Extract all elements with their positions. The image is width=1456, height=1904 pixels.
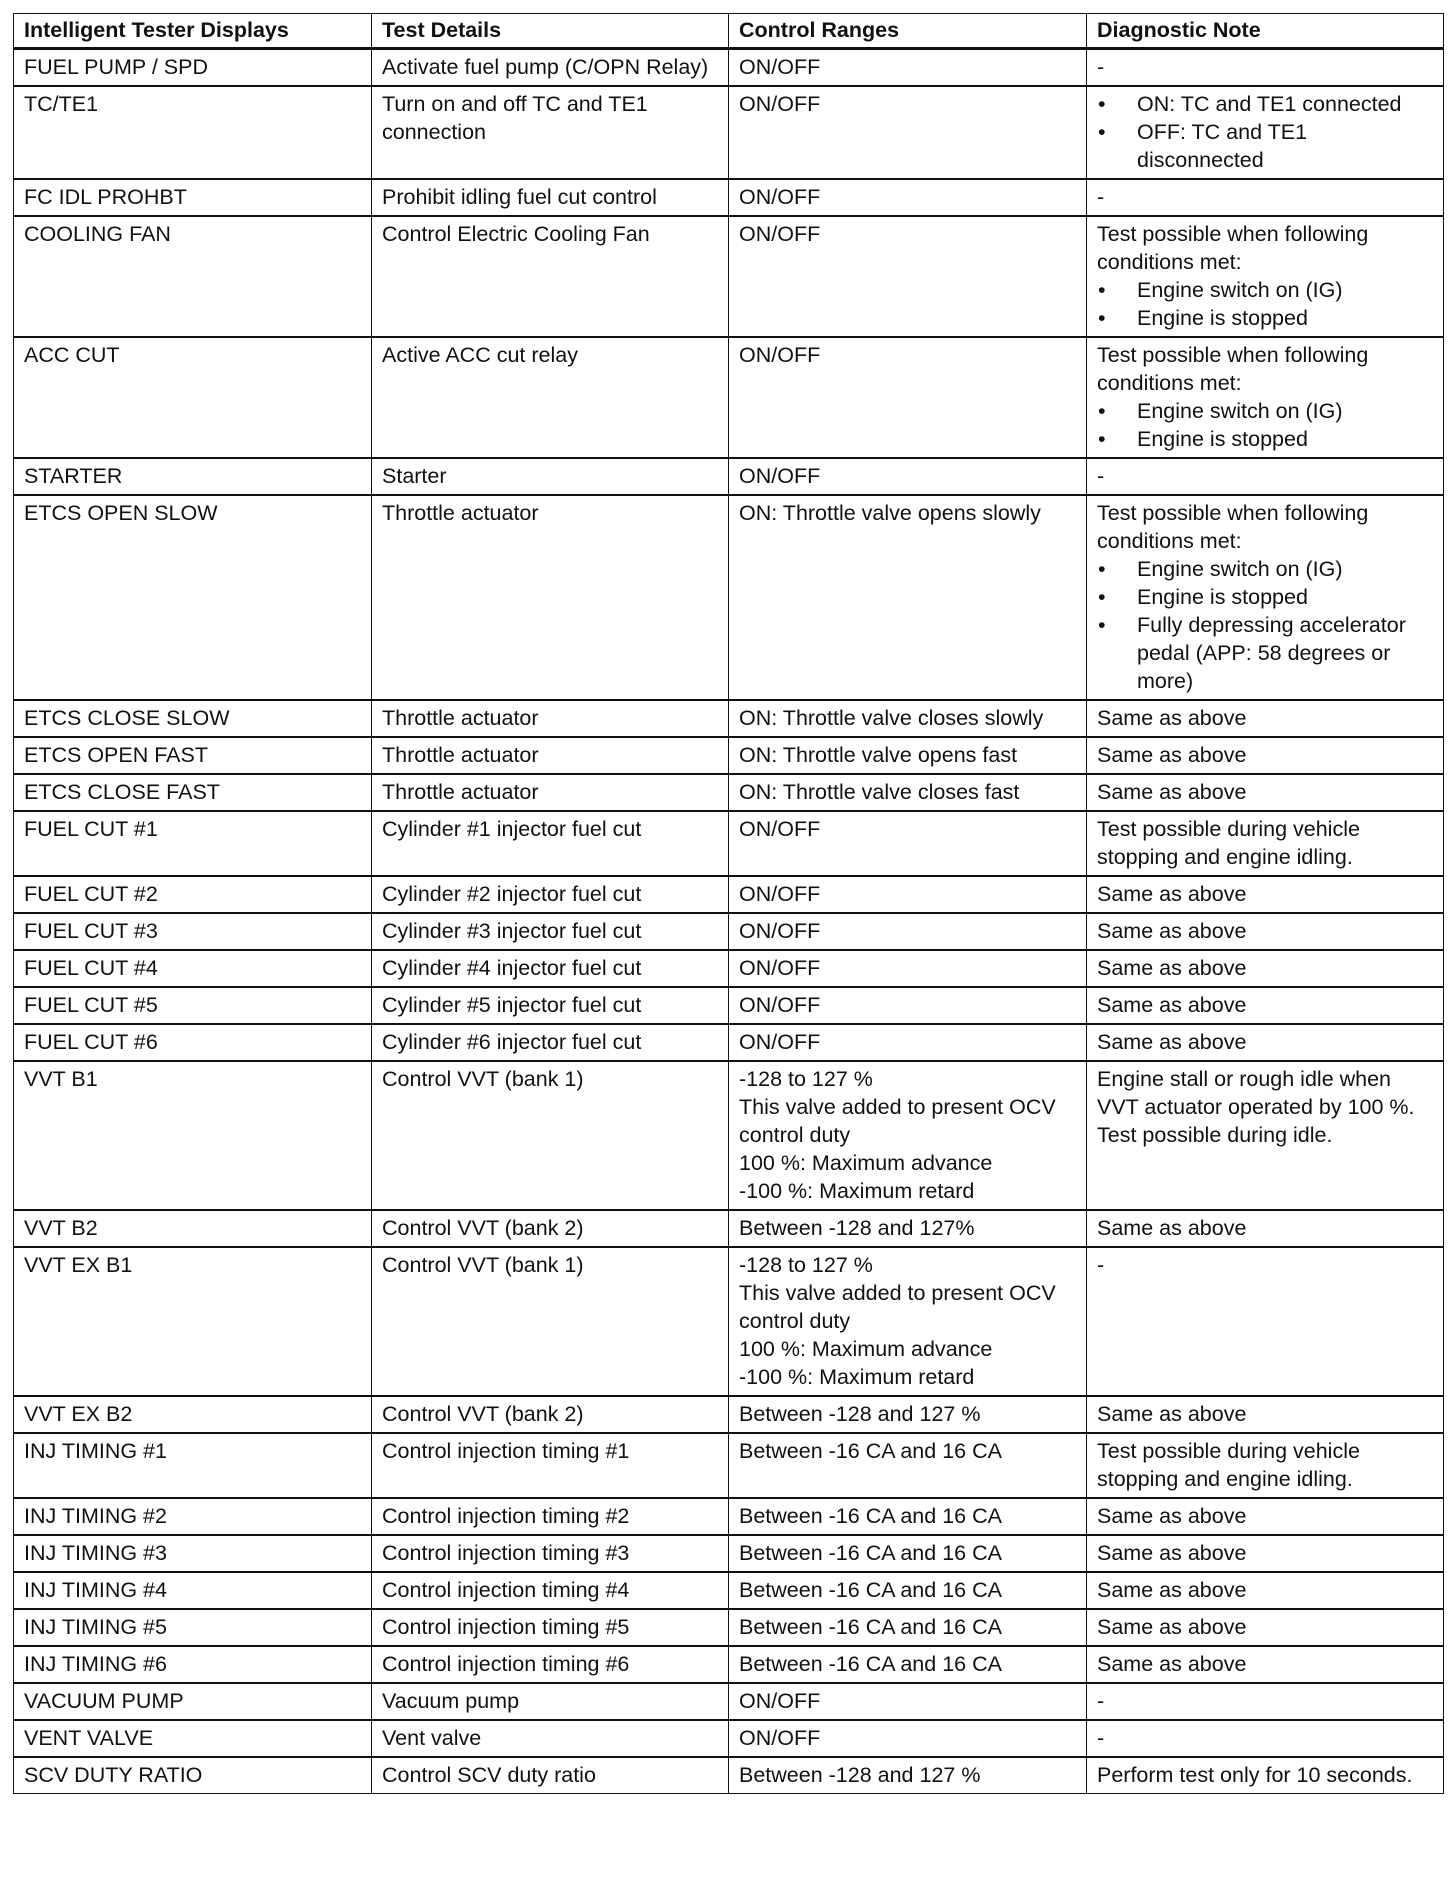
details-line: Control Electric Cooling Fan [382, 222, 650, 246]
table-row [14, 1572, 1444, 1609]
cell-diagnostic-note [1087, 737, 1444, 774]
cell-test-details [372, 1061, 729, 1210]
details-line: Control SCV duty ratio [382, 1763, 596, 1787]
cell-diagnostic-note [1087, 1024, 1444, 1061]
note-line: - [1097, 1253, 1105, 1277]
details-line: Vent valve [382, 1726, 482, 1750]
header-diagnostic-note: Diagnostic Note [1087, 14, 1444, 49]
note-bullet-item [1097, 276, 1433, 304]
table-row [14, 1247, 1444, 1396]
note-line: Same as above [1097, 993, 1247, 1017]
active-test-table [13, 13, 1444, 1794]
note-bullet-item [1097, 425, 1433, 453]
note-bullet-item [1097, 583, 1433, 611]
cell-diagnostic-note [1087, 49, 1444, 87]
cell-control-range [729, 1498, 1087, 1535]
cell-control-range [729, 1061, 1087, 1210]
note-line: Same as above [1097, 1615, 1247, 1639]
note-line: Test possible when following conditions met: [1097, 343, 1369, 395]
range-line: Between -128 and 127% [739, 1216, 975, 1240]
range-line: ON/OFF [739, 919, 821, 943]
details-line: Prohibit idling fuel cut control [382, 185, 657, 209]
note-line: Same as above [1097, 1578, 1247, 1602]
range-line: Between -16 CA and 16 CA [739, 1541, 1002, 1565]
note-bullet-item [1097, 90, 1433, 118]
note-line: Test possible during vehicle stopping and engine idling. [1097, 1439, 1360, 1491]
bullet-dot: • [1098, 306, 1106, 330]
note-bullet-text: Engine is stopped [1137, 306, 1308, 330]
note-bullet-list [1097, 397, 1433, 453]
cell-tester-display: ETCS OPEN FAST [14, 737, 372, 774]
details-line: Throttle actuator [382, 501, 539, 525]
range-line: Between -128 and 127 % [739, 1402, 981, 1426]
cell-test-details [372, 86, 729, 179]
range-line: 100 %: Maximum advance [739, 1337, 993, 1361]
header-test-details: Test Details [372, 14, 729, 49]
table-row [14, 774, 1444, 811]
details-line: Turn on and off TC and TE1 connection [382, 92, 648, 144]
bullet-dot: • [1098, 557, 1106, 581]
cell-control-range [729, 913, 1087, 950]
cell-tester-display: INJ TIMING #1 [14, 1433, 372, 1498]
details-line: Starter [382, 464, 447, 488]
cell-diagnostic-note [1087, 458, 1444, 495]
cell-test-details [372, 1572, 729, 1609]
cell-tester-display: FUEL CUT #6 [14, 1024, 372, 1061]
cell-diagnostic-note [1087, 1498, 1444, 1535]
note-line: Perform test only for 10 seconds. [1097, 1763, 1413, 1787]
note-bullet-text: Engine switch on (IG) [1137, 557, 1343, 581]
range-line: ON/OFF [739, 55, 821, 79]
cell-control-range [729, 1433, 1087, 1498]
cell-test-details [372, 1535, 729, 1572]
details-line: Cylinder #1 injector fuel cut [382, 817, 642, 841]
note-bullet-list [1097, 90, 1433, 174]
cell-diagnostic-note [1087, 1683, 1444, 1720]
cell-test-details [372, 913, 729, 950]
cell-diagnostic-note [1087, 876, 1444, 913]
note-line: Engine stall or rough idle when VVT actuator operated by 100 %. [1097, 1067, 1415, 1119]
note-line: - [1097, 1726, 1105, 1750]
cell-test-details [372, 1609, 729, 1646]
note-bullet-text: Engine switch on (IG) [1137, 399, 1343, 423]
table-row [14, 1646, 1444, 1683]
cell-tester-display: INJ TIMING #4 [14, 1572, 372, 1609]
cell-diagnostic-note [1087, 1210, 1444, 1247]
cell-tester-display: INJ TIMING #3 [14, 1535, 372, 1572]
note-line: Same as above [1097, 1402, 1247, 1426]
range-line: -128 to 127 % [739, 1067, 873, 1091]
note-bullet-list [1097, 276, 1433, 332]
note-line: Same as above [1097, 743, 1247, 767]
table-row [14, 876, 1444, 913]
cell-test-details [372, 49, 729, 87]
cell-tester-display: VVT B1 [14, 1061, 372, 1210]
note-bullet-text: Engine switch on (IG) [1137, 278, 1343, 302]
cell-diagnostic-note [1087, 1757, 1444, 1794]
cell-tester-display: SCV DUTY RATIO [14, 1757, 372, 1794]
details-line: Control VVT (bank 1) [382, 1253, 584, 1277]
cell-diagnostic-note [1087, 1247, 1444, 1396]
cell-control-range [729, 1609, 1087, 1646]
table-body [14, 49, 1444, 1794]
cell-test-details [372, 458, 729, 495]
details-line: Cylinder #3 injector fuel cut [382, 919, 642, 943]
cell-tester-display: FUEL PUMP / SPD [14, 49, 372, 87]
note-bullet-text: Fully depressing accelerator pedal (APP: 58 degrees or more) [1137, 613, 1406, 693]
note-bullet-item [1097, 118, 1433, 174]
cell-diagnostic-note [1087, 774, 1444, 811]
note-line: - [1097, 1689, 1105, 1713]
cell-test-details [372, 700, 729, 737]
cell-diagnostic-note [1087, 1572, 1444, 1609]
table-row [14, 337, 1444, 458]
details-line: Cylinder #4 injector fuel cut [382, 956, 642, 980]
cell-test-details [372, 495, 729, 700]
note-bullet-item [1097, 397, 1433, 425]
note-line: Same as above [1097, 780, 1247, 804]
details-line: Cylinder #6 injector fuel cut [382, 1030, 642, 1054]
details-line: Control VVT (bank 1) [382, 1067, 584, 1091]
note-bullet-list [1097, 555, 1433, 695]
note-line: Test possible when following conditions met: [1097, 501, 1369, 553]
cell-test-details [372, 1646, 729, 1683]
range-line: Between -16 CA and 16 CA [739, 1439, 1002, 1463]
cell-control-range [729, 1535, 1087, 1572]
table-row [14, 1535, 1444, 1572]
note-bullet-item [1097, 611, 1433, 695]
range-line: ON/OFF [739, 222, 821, 246]
details-line: Throttle actuator [382, 780, 539, 804]
cell-tester-display: FUEL CUT #5 [14, 987, 372, 1024]
cell-diagnostic-note [1087, 86, 1444, 179]
details-line: Control injection timing #5 [382, 1615, 630, 1639]
cell-control-range [729, 876, 1087, 913]
cell-diagnostic-note [1087, 913, 1444, 950]
bullet-dot: • [1098, 120, 1106, 144]
cell-tester-display: INJ TIMING #2 [14, 1498, 372, 1535]
range-line: -100 %: Maximum retard [739, 1365, 975, 1389]
table-row [14, 1683, 1444, 1720]
range-line: ON/OFF [739, 993, 821, 1017]
note-bullet-text: ON: TC and TE1 connected [1137, 92, 1402, 116]
cell-tester-display: VENT VALVE [14, 1720, 372, 1757]
cell-control-range [729, 811, 1087, 876]
range-line: Between -16 CA and 16 CA [739, 1652, 1002, 1676]
table-row [14, 737, 1444, 774]
cell-test-details [372, 737, 729, 774]
cell-tester-display: ACC CUT [14, 337, 372, 458]
cell-control-range [729, 1757, 1087, 1794]
cell-control-range [729, 700, 1087, 737]
bullet-dot: • [1098, 399, 1106, 423]
details-line: Throttle actuator [382, 743, 539, 767]
cell-test-details [372, 179, 729, 216]
cell-control-range [729, 49, 1087, 87]
note-bullet-text: Engine is stopped [1137, 585, 1308, 609]
cell-tester-display: INJ TIMING #6 [14, 1646, 372, 1683]
cell-control-range [729, 1396, 1087, 1433]
cell-control-range [729, 1024, 1087, 1061]
cell-test-details [372, 1433, 729, 1498]
table-row [14, 700, 1444, 737]
table-row [14, 1720, 1444, 1757]
cell-test-details [372, 337, 729, 458]
note-line: Same as above [1097, 956, 1247, 980]
details-line: Control injection timing #1 [382, 1439, 630, 1463]
note-line: Same as above [1097, 1504, 1247, 1528]
range-line: ON: Throttle valve closes slowly [739, 706, 1044, 730]
cell-tester-display: TC/TE1 [14, 86, 372, 179]
note-bullet-text: Engine is stopped [1137, 427, 1308, 451]
cell-control-range [729, 1572, 1087, 1609]
bullet-dot: • [1098, 278, 1106, 302]
range-line: ON/OFF [739, 1726, 821, 1750]
details-line: Control VVT (bank 2) [382, 1402, 584, 1426]
cell-diagnostic-note [1087, 179, 1444, 216]
cell-tester-display: VVT EX B1 [14, 1247, 372, 1396]
cell-test-details [372, 1210, 729, 1247]
cell-control-range [729, 216, 1087, 337]
cell-diagnostic-note [1087, 1609, 1444, 1646]
range-line: Between -16 CA and 16 CA [739, 1504, 1002, 1528]
cell-tester-display: FUEL CUT #3 [14, 913, 372, 950]
cell-test-details [372, 811, 729, 876]
cell-control-range [729, 1247, 1087, 1396]
table-row [14, 179, 1444, 216]
details-line: Control injection timing #2 [382, 1504, 630, 1528]
cell-control-range [729, 458, 1087, 495]
range-line: -100 %: Maximum retard [739, 1179, 975, 1203]
note-line: Test possible during idle. [1097, 1123, 1333, 1147]
cell-test-details [372, 774, 729, 811]
details-line: Control injection timing #3 [382, 1541, 630, 1565]
range-line: ON: Throttle valve closes fast [739, 780, 1020, 804]
note-line: Test possible when following conditions met: [1097, 222, 1369, 274]
note-line: - [1097, 464, 1105, 488]
cell-diagnostic-note [1087, 495, 1444, 700]
header-intelligent-tester-displays: Intelligent Tester Displays [14, 14, 372, 49]
cell-tester-display: FC IDL PROHBT [14, 179, 372, 216]
cell-tester-display: INJ TIMING #5 [14, 1609, 372, 1646]
cell-test-details [372, 876, 729, 913]
cell-control-range [729, 86, 1087, 179]
range-line: This valve added to present OCV control duty [739, 1281, 1056, 1333]
table-row [14, 811, 1444, 876]
details-line: Vacuum pump [382, 1689, 520, 1713]
cell-tester-display: ETCS CLOSE FAST [14, 774, 372, 811]
note-line: Same as above [1097, 1216, 1247, 1240]
cell-test-details [372, 1683, 729, 1720]
cell-tester-display: ETCS OPEN SLOW [14, 495, 372, 700]
cell-diagnostic-note [1087, 1433, 1444, 1498]
range-line: ON/OFF [739, 1030, 821, 1054]
cell-test-details [372, 1498, 729, 1535]
range-line: -128 to 127 % [739, 1253, 873, 1277]
cell-diagnostic-note [1087, 987, 1444, 1024]
range-line: ON/OFF [739, 92, 821, 116]
range-line: Between -16 CA and 16 CA [739, 1578, 1002, 1602]
cell-diagnostic-note [1087, 811, 1444, 876]
bullet-dot: • [1098, 585, 1106, 609]
table-row [14, 987, 1444, 1024]
note-line: Same as above [1097, 1541, 1247, 1565]
cell-control-range [729, 737, 1087, 774]
note-line: Same as above [1097, 919, 1247, 943]
range-line: ON: Throttle valve opens fast [739, 743, 1018, 767]
range-line: ON/OFF [739, 343, 821, 367]
cell-diagnostic-note [1087, 700, 1444, 737]
table-row [14, 495, 1444, 700]
table-row [14, 86, 1444, 179]
note-line: Same as above [1097, 1030, 1247, 1054]
cell-test-details [372, 1247, 729, 1396]
range-line: ON: Throttle valve opens slowly [739, 501, 1041, 525]
cell-test-details [372, 1396, 729, 1433]
details-line: Control injection timing #4 [382, 1578, 630, 1602]
cell-control-range [729, 774, 1087, 811]
cell-test-details [372, 1720, 729, 1757]
note-line: - [1097, 185, 1105, 209]
range-line: ON/OFF [739, 1689, 821, 1713]
bullet-dot: • [1098, 427, 1106, 451]
cell-diagnostic-note [1087, 216, 1444, 337]
cell-tester-display: VVT B2 [14, 1210, 372, 1247]
details-line: Activate fuel pump (C/OPN Relay) [382, 55, 709, 79]
table-row [14, 1757, 1444, 1794]
cell-control-range [729, 987, 1087, 1024]
cell-control-range [729, 950, 1087, 987]
cell-diagnostic-note [1087, 1396, 1444, 1433]
note-line: Same as above [1097, 882, 1247, 906]
range-line: 100 %: Maximum advance [739, 1151, 993, 1175]
cell-control-range [729, 1720, 1087, 1757]
table-row [14, 1024, 1444, 1061]
details-line: Throttle actuator [382, 706, 539, 730]
cell-diagnostic-note [1087, 1535, 1444, 1572]
table-row [14, 1061, 1444, 1210]
cell-control-range [729, 495, 1087, 700]
note-bullet-item [1097, 304, 1433, 332]
table-row [14, 1210, 1444, 1247]
range-line: Between -16 CA and 16 CA [739, 1615, 1002, 1639]
range-line: ON/OFF [739, 882, 821, 906]
note-line: Same as above [1097, 1652, 1247, 1676]
range-line: This valve added to present OCV control duty [739, 1095, 1056, 1147]
cell-diagnostic-note [1087, 1061, 1444, 1210]
table-row [14, 1498, 1444, 1535]
cell-control-range [729, 1210, 1087, 1247]
cell-test-details [372, 1757, 729, 1794]
note-line: Test possible during vehicle stopping and engine idling. [1097, 817, 1360, 869]
cell-tester-display: COOLING FAN [14, 216, 372, 337]
cell-control-range [729, 1683, 1087, 1720]
cell-diagnostic-note [1087, 1646, 1444, 1683]
bullet-dot: • [1098, 92, 1106, 116]
cell-tester-display: VACUUM PUMP [14, 1683, 372, 1720]
cell-control-range [729, 179, 1087, 216]
table-row [14, 216, 1444, 337]
header-control-ranges: Control Ranges [729, 14, 1087, 49]
table-row [14, 49, 1444, 87]
cell-tester-display: VVT EX B2 [14, 1396, 372, 1433]
cell-test-details [372, 1024, 729, 1061]
cell-control-range [729, 1646, 1087, 1683]
table-row [14, 1396, 1444, 1433]
note-bullet-text: OFF: TC and TE1 disconnected [1137, 120, 1308, 172]
table-row [14, 1433, 1444, 1498]
cell-tester-display: FUEL CUT #2 [14, 876, 372, 913]
cell-diagnostic-note [1087, 950, 1444, 987]
cell-diagnostic-note [1087, 1720, 1444, 1757]
cell-test-details [372, 950, 729, 987]
details-line: Active ACC cut relay [382, 343, 578, 367]
cell-tester-display: FUEL CUT #4 [14, 950, 372, 987]
cell-tester-display: ETCS CLOSE SLOW [14, 700, 372, 737]
range-line: ON/OFF [739, 956, 821, 980]
range-line: Between -128 and 127 % [739, 1763, 981, 1787]
note-line: Same as above [1097, 706, 1247, 730]
cell-diagnostic-note [1087, 337, 1444, 458]
table-row [14, 1609, 1444, 1646]
table-row [14, 950, 1444, 987]
range-line: ON/OFF [739, 185, 821, 209]
note-line: - [1097, 55, 1105, 79]
cell-test-details [372, 987, 729, 1024]
details-line: Cylinder #5 injector fuel cut [382, 993, 642, 1017]
cell-control-range [729, 337, 1087, 458]
cell-tester-display: STARTER [14, 458, 372, 495]
note-bullet-item [1097, 555, 1433, 583]
range-line: ON/OFF [739, 464, 821, 488]
cell-tester-display: FUEL CUT #1 [14, 811, 372, 876]
details-line: Control injection timing #6 [382, 1652, 630, 1676]
table-row [14, 458, 1444, 495]
cell-test-details [372, 216, 729, 337]
details-line: Control VVT (bank 2) [382, 1216, 584, 1240]
range-line: ON/OFF [739, 817, 821, 841]
bullet-dot: • [1098, 613, 1106, 637]
details-line: Cylinder #2 injector fuel cut [382, 882, 642, 906]
table-header-row [14, 14, 1444, 49]
table-row [14, 913, 1444, 950]
document-page [13, 13, 1443, 1794]
